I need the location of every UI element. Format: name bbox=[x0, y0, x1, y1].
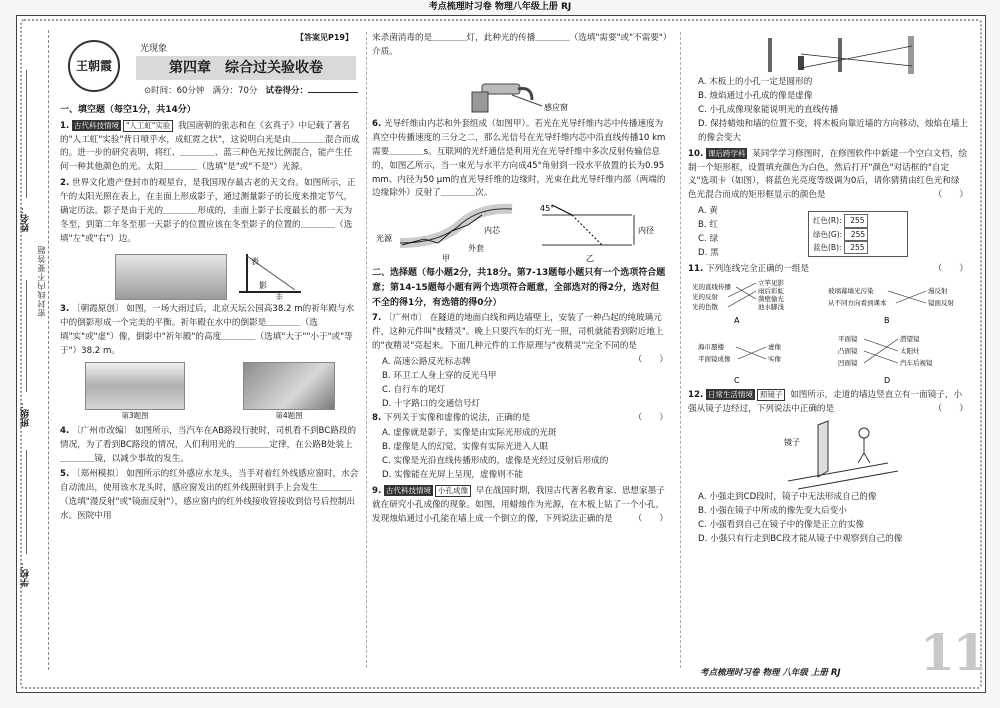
biao-label: 表 bbox=[251, 256, 259, 266]
choice-d[interactable]: D. 保持蜡烛和墙的位置不变，将木板向靠近墙的方向移动，烛焰在墙上的像会变大 bbox=[698, 118, 968, 143]
seal-note: 密封线内不要答题 bbox=[37, 245, 46, 317]
section-1-title: 一、填空题（每空1分，共14分） bbox=[60, 105, 196, 115]
class-line bbox=[26, 280, 27, 392]
question-number: 8. bbox=[372, 412, 382, 423]
name-line bbox=[26, 70, 27, 198]
page-footer: 考点梳理时习卷 物理 八年级 上册 RJ bbox=[700, 668, 841, 678]
option-a-label: A bbox=[734, 315, 740, 325]
school-label: 学校： bbox=[21, 560, 31, 587]
column-divider bbox=[680, 32, 681, 668]
column-1 bbox=[60, 32, 360, 526]
d-left-item: 平面镜 bbox=[838, 334, 858, 343]
green-row bbox=[813, 228, 903, 241]
question-source: 〔郑州模拟〕 bbox=[71, 469, 124, 480]
question-source: 〔朝霞原创〕 bbox=[71, 303, 124, 314]
choice-a[interactable]: A. 虚像就是影子，实像是由实际光形成的光斑 bbox=[382, 428, 557, 439]
question-text: 如图所示的红外感应水龙头，当手对着红外线感应窗时，水会自动流出，使用该水龙头时，感应窗发出的红外线照射到手上会发生＿＿＿＿（选填"漫反射"或"镜面反射"），感应窗内的红外线接收管接收到信号后控制出水。医院中用 bbox=[60, 469, 359, 522]
gui-label: 圭 bbox=[275, 292, 283, 300]
page-header: 考点梳理时习卷 物理八年级上册 RJ bbox=[428, 2, 572, 12]
question-number: 5. bbox=[60, 469, 70, 480]
full-score: 满分：70分 bbox=[212, 86, 258, 96]
a-left-item: 光的直线传播 bbox=[692, 282, 731, 291]
question-number: 3. bbox=[60, 303, 70, 314]
fig-yi-label: 乙 bbox=[586, 254, 594, 264]
question-text: 世界文化遗产登封市的观星台，是我国现存最古老的天文台。如图所示，正午的太阳光照在表上，在圭面上形成影子，通过测量影子的长度来推定节气，确定历法。影子是由于光的＿＿＿＿形成的，圭面上影子长度最长的那一天为冬至，到第二年冬至那一天影子的位置应该在冬至影子的位置的＿＿＿＿（选填"左"或"右"）边。 bbox=[60, 178, 356, 244]
c-left-item: 平面镜成像 bbox=[698, 354, 731, 363]
time-limit: ⊙时间：60分钟 bbox=[144, 86, 205, 96]
answer-paren[interactable]: （ ） bbox=[933, 403, 968, 414]
brand-logo: 王朝霞 bbox=[68, 40, 120, 92]
chapter-title: 第四章 综合过关验收卷 bbox=[136, 56, 356, 80]
question-text: 早在战国时期，我国古代著名教育家、思想家墨子就在研究小孔成像的现象。如图，用蜡烛作为光源，在木板上钻了一个小孔，发现烛焰通过小孔能在墙上成一个倒立的像，下列说法正确的是 bbox=[372, 486, 665, 525]
question-9 bbox=[372, 485, 668, 527]
question-text: 光导纤维由内芯和外套组成（如图甲）。若光在光导纤维内芯中传播速度为真空中传播速度的三分之二，那么光信号在光导纤维内芯中沿直线传播10 km需要＿＿＿＿s。互联网的光纤通信是利用光在光导纤维中多次反射传输信息的，如图乙所示，当一束光与水平方向成45°角射到一段水平放置的长为0.95 mm、内径为50 μm的直光导纤维的边缘时，光束在此光导纤维内部（两端的边缘除外）反射了＿＿＿＿次。 bbox=[372, 118, 666, 199]
question-12 bbox=[688, 389, 968, 417]
b-right-item: 镜面反射 bbox=[928, 298, 954, 307]
question-text: 某同学学习修图时，在修图软件中新建一个空白文档，绘制一个矩形框，设置填充颜色为白色，然后打开"颜色"对话框的"自定义"选项卡（如图），将蓝色光亮度等级调为0后，请你猜猜由红色光和绿色光混合而成的矩形框显示的颜色是 bbox=[688, 148, 968, 201]
fiber-figure bbox=[372, 203, 668, 263]
d-right-item: 潜望镜 bbox=[900, 334, 920, 343]
question-text: 下列关于实像和虚像的说法，正确的是 bbox=[383, 412, 531, 423]
exam-meta bbox=[144, 84, 358, 99]
question-number: 1. bbox=[60, 120, 70, 131]
question-3 bbox=[60, 303, 360, 359]
fiber-source-label: 光源 bbox=[376, 234, 392, 244]
matching-diagram bbox=[688, 279, 968, 387]
question-number: 4. bbox=[60, 425, 70, 436]
chapter-category: 光现象 bbox=[140, 44, 168, 54]
choice-a[interactable]: A. 小强走到CD段时，镜子中无法形成自己的像 bbox=[698, 491, 877, 502]
answer-paren[interactable]: （ ） bbox=[633, 354, 668, 365]
option-d-label: D bbox=[884, 375, 891, 385]
b-right-item: 漫反射 bbox=[928, 286, 948, 295]
ying-label: 影 bbox=[259, 280, 267, 290]
fig-jia-label: 甲 bbox=[442, 254, 450, 264]
answer-paren[interactable]: （ ） bbox=[633, 412, 668, 423]
answer-paren[interactable]: （ ） bbox=[933, 263, 968, 274]
option-c-label: C bbox=[734, 375, 740, 385]
q7-choices bbox=[372, 356, 634, 412]
figure-q3-q4 bbox=[60, 362, 360, 422]
question-text: 如图，一场大雨过后，北京天坛公园高38.2 m的祈年殿与水中的倒影形成一个完美的平衡。祈年殿在水中的倒影是＿＿＿＿（选填"实"或"虚"）像，倒影中"祈年殿"的高度＿＿＿＿（选填"大于""小于"或"等于"）38.2 m。 bbox=[60, 303, 355, 356]
a-right-item: 池水脚浅 bbox=[758, 302, 784, 311]
a-right-item: 立竿见影 bbox=[758, 278, 784, 287]
choice-b[interactable]: B. 红 bbox=[698, 220, 718, 231]
question-8 bbox=[372, 412, 668, 426]
choice-c[interactable]: C. 小强看到自己在镜子中的像是正立的实像 bbox=[698, 519, 865, 530]
c-right-item: 虚像 bbox=[768, 342, 781, 351]
a-right-item: 雨后彩虹 bbox=[758, 286, 784, 295]
figure-3 bbox=[85, 362, 185, 422]
sensor-window-label: 感应窗 bbox=[544, 102, 568, 112]
choice-c[interactable]: C. 自行车的尾灯 bbox=[382, 384, 446, 395]
choice-c[interactable]: C. 绿 bbox=[698, 234, 719, 245]
class-label: 班级： bbox=[21, 400, 31, 427]
d-right-item: 太阳灶 bbox=[900, 346, 920, 355]
fiber-coat-label: 外套 bbox=[468, 244, 484, 254]
score-label: 试卷得分： bbox=[265, 86, 309, 96]
score-blank[interactable] bbox=[308, 84, 358, 93]
question-1 bbox=[60, 120, 360, 176]
d-left-item: 凹面镜 bbox=[838, 358, 858, 367]
choice-d[interactable]: D. 十字路口的交通信号灯 bbox=[382, 398, 481, 409]
topic-tag: "人工虹"实验 bbox=[123, 120, 173, 132]
question-number: 2. bbox=[60, 178, 70, 189]
context-tag: 日常生活情境 bbox=[707, 389, 753, 399]
question-6 bbox=[372, 118, 668, 202]
choice-d[interactable]: D. 黑 bbox=[698, 248, 719, 259]
choice-d[interactable]: D. 实像能在光屏上呈现，虚像则不能 bbox=[382, 470, 523, 481]
answer-paren[interactable]: （ ） bbox=[633, 514, 668, 525]
topic-tag: 小孔成像 bbox=[435, 485, 471, 497]
figure-4 bbox=[243, 362, 335, 422]
gnomon-diagram bbox=[235, 250, 305, 300]
title-block bbox=[60, 32, 360, 100]
red-label: 红色(R): bbox=[813, 216, 842, 226]
question-number: 11. bbox=[688, 263, 704, 274]
angle-label: 45° bbox=[540, 204, 555, 214]
figure-q2 bbox=[60, 250, 360, 300]
question-source: 〔广州市改编〕 bbox=[71, 425, 133, 436]
c-left-item: 海市蜃楼 bbox=[698, 342, 724, 351]
c-right-item: 实像 bbox=[768, 354, 781, 363]
fiber-core-label: 内芯 bbox=[484, 226, 500, 236]
choice-c[interactable]: C. 实像是光沿直线传播形成的，虚像是光经过反射后形成的 bbox=[382, 456, 609, 467]
choice-b[interactable]: B. 小强在镜子中所成的像先变大后变小 bbox=[698, 505, 847, 516]
binding-strip bbox=[17, 30, 49, 670]
question-5 bbox=[60, 468, 360, 524]
question-11 bbox=[688, 263, 968, 277]
answer-reference: 【答案见P19】 bbox=[296, 33, 353, 42]
choice-a[interactable]: A. 高速公路反光标志牌 bbox=[382, 356, 471, 367]
name-label: 姓名： bbox=[21, 205, 31, 232]
question-text: 我国唐朝的张志和在《玄真子》中记载了著名的"人工虹"实验"背日喷乎水，成虹霓之状"，这说明白光是由＿＿＿＿混合而成的。进一步的研究表明，将红、＿＿＿＿、蓝三种色光按比例混合，能产生任何一种其他颜色的光。太阳＿＿＿＿（选填"是"或"不是"）光源。 bbox=[60, 120, 360, 173]
topic-tag: 照镜子 bbox=[757, 389, 786, 401]
context-tag: 古代科技情境 bbox=[385, 486, 431, 496]
faucet-figure bbox=[372, 62, 668, 118]
d-left-item: 凸面镜 bbox=[838, 346, 858, 355]
green-value[interactable]: 255 bbox=[844, 228, 868, 241]
question-number: 10. bbox=[688, 148, 704, 159]
question-10 bbox=[688, 148, 968, 204]
mirror-figure bbox=[688, 419, 968, 491]
choice-b[interactable]: B. 烛焰通过小孔成的像是虚像 bbox=[698, 90, 813, 101]
a-left-item: 光的反射 bbox=[692, 292, 718, 301]
choice-b[interactable]: B. 环卫工人身上穿的反光马甲 bbox=[382, 370, 497, 381]
inner-diameter-label: 内径 bbox=[638, 226, 654, 236]
section-2-title: 二、选择题（每小题2分，共18分。第7-13题每小题只有一个选项符合题意；第14-15题每小题有两个选项符合题意，全部选对的得2分，选对但不全的得1分，有选错的得0分） bbox=[372, 268, 666, 308]
pinhole-figure bbox=[688, 32, 968, 76]
column-divider bbox=[366, 32, 367, 668]
question-2 bbox=[60, 177, 360, 247]
blue-label: 蓝色(B): bbox=[813, 242, 842, 252]
b-left-item: 从不同方向看到课本 bbox=[828, 298, 887, 307]
figure-4-caption: 第4题图 bbox=[275, 410, 303, 420]
q10-choices bbox=[688, 205, 719, 261]
choice-b[interactable]: B. 虚像是人的幻觉，实像有实际光进入人眼 bbox=[382, 442, 549, 453]
choice-a[interactable]: A. 黄 bbox=[698, 206, 718, 217]
temple-photo bbox=[85, 362, 185, 410]
question-number: 9. bbox=[372, 486, 382, 497]
question-text: 下列连线完全正确的一组是 bbox=[705, 263, 810, 274]
school-line bbox=[26, 450, 27, 554]
question-number: 12. bbox=[688, 389, 704, 400]
mirror-label: 镜子 bbox=[784, 437, 800, 447]
question-5-continued: 来杀菌消毒的是＿＿＿＿灯，此种光的传播＿＿＿＿（选填"需要"或"不需要"）介质。 bbox=[372, 33, 668, 57]
d-right-item: 汽车后视镜 bbox=[900, 358, 933, 367]
column-2 bbox=[372, 32, 668, 529]
question-text: 如图所示，走道的墙边竖直立有一面镜子，小强从镜子边经过，下列说法中正确的是 bbox=[688, 389, 963, 414]
question-text: 在隧道的地面白线和两边墙壁上，安装了一种凸起的纯玻璃元件，这种元件叫"夜精灵"。晚上只要汽车的灯光一照，司机就能看到附近地上的"夜精灵"亮起来。下面几种元件的工作原理与"夜精灵"完全不同的是 bbox=[372, 313, 664, 351]
red-row bbox=[813, 214, 903, 227]
choice-a[interactable]: A. 木板上的小孔一定是圆形的 bbox=[698, 77, 813, 87]
choice-d[interactable]: D. 小强只有行走到BC段才能从镜子中观察到自己的像 bbox=[698, 533, 903, 544]
question-4 bbox=[60, 425, 360, 467]
answer-paren[interactable]: （ ） bbox=[933, 190, 968, 201]
question-source: 〔广州市〕 bbox=[383, 313, 427, 324]
blue-value[interactable]: 255 bbox=[844, 241, 868, 254]
question-number: 6. bbox=[372, 118, 382, 129]
observatory-photo bbox=[115, 254, 227, 300]
b-left-item: 玻璃幕墙光污染 bbox=[828, 286, 874, 295]
choice-c[interactable]: C. 小孔成像现象能说明光的直线传播 bbox=[698, 104, 839, 115]
context-tag: 课后跨学科 bbox=[707, 148, 746, 158]
a-left-item: 光的色散 bbox=[692, 302, 718, 311]
option-b-label: B bbox=[884, 315, 890, 325]
figure-3-caption: 第3题图 bbox=[121, 410, 149, 420]
column-3 bbox=[688, 32, 968, 546]
question-text: 如图所示，当汽车在AB路段行驶时，司机看不到BC路段的情况，为了看到BC路段的情况，人们利用光的＿＿＿＿定律，在公路B处装上＿＿＿＿镜，以减少事故的发生。 bbox=[60, 425, 357, 464]
context-tag: 古代科技情境 bbox=[73, 120, 119, 130]
red-value[interactable]: 255 bbox=[844, 214, 868, 227]
q10-body bbox=[688, 205, 968, 261]
a-right-item: 凿壁偷光 bbox=[758, 294, 784, 303]
green-label: 绿色(G): bbox=[813, 229, 843, 239]
question-number: 7. bbox=[372, 313, 382, 324]
page-number: 11 bbox=[920, 623, 986, 682]
road-photo bbox=[243, 362, 335, 410]
color-dialog bbox=[808, 211, 908, 257]
blue-row bbox=[813, 241, 903, 254]
